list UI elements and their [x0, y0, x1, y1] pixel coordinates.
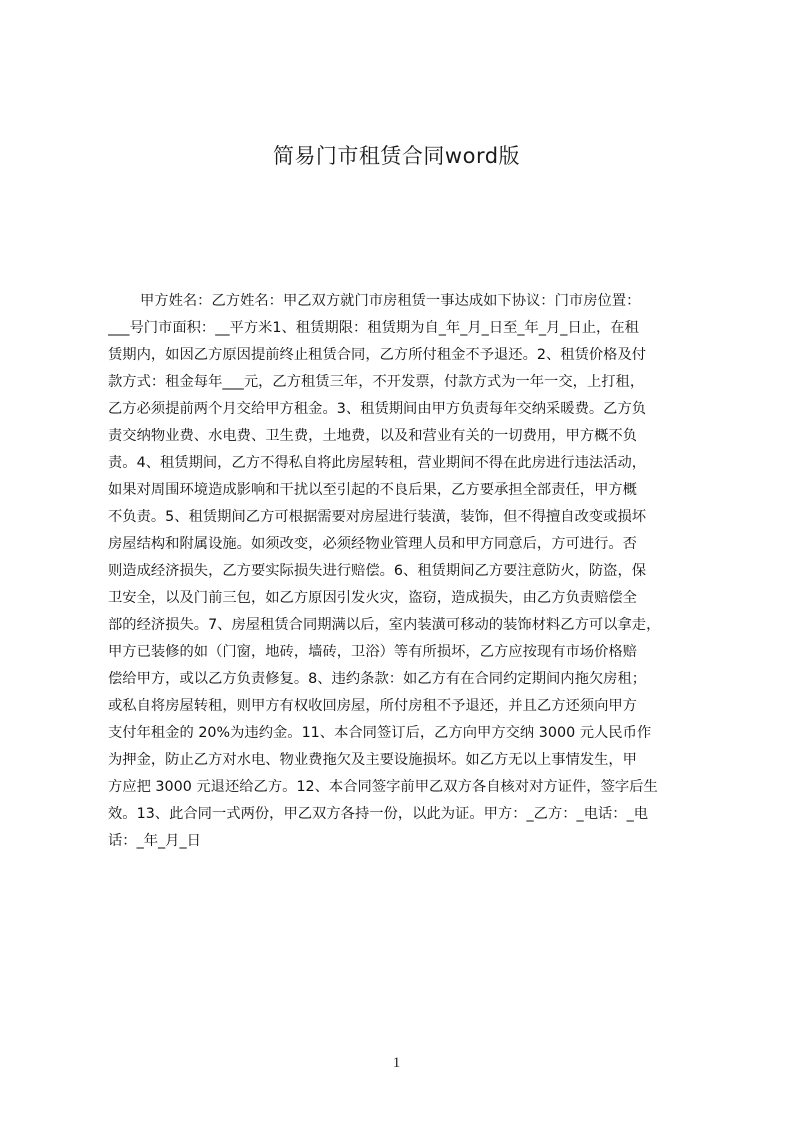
body-line: 效。13、此合同一式两份，甲乙双方各持一份，以此为证。甲方：_乙方：_电话：_电	[108, 806, 649, 822]
contract-body	[108, 288, 698, 856]
body-line: 支付年租金的 20%为违约金。11、本合同签订后，乙方向甲方交纳 3000 元人民币作	[108, 725, 652, 741]
body-line: 乙方必须提前两个月交给甲方租金。3、租赁期间由甲方负责每年交纳采暖费。乙方负	[108, 401, 647, 417]
body-line: 房屋结构和附属设施。如须改变，必须经物业管理人员和甲方同意后，方可进行。否	[108, 536, 637, 552]
body-line: 偿给甲方，或以乙方负责修复。8、违约条款：如乙方有在合同约定期间内拖欠房租；	[108, 671, 647, 687]
page-number: 1	[392, 1055, 401, 1071]
body-line: 赁期内，如因乙方原因提前终止租赁合同，乙方所付租金不予退还。2、租赁价格及付	[108, 347, 647, 363]
body-line: 甲方已装修的如（门窗，地砖，墙砖，卫浴）等有所损坏，乙方应按现有市场价格赔	[108, 644, 637, 660]
body-line: 如果对周围环境造成影响和干扰以至引起的不良后果，乙方要承担全部责任，甲方概	[108, 482, 637, 498]
body-line: 则造成经济损失，乙方要实际损失进行赔偿。6、租赁期间乙方要注意防火，防盗，保	[108, 563, 647, 579]
body-line: 卫安全，以及门前三包，如乙方原因引发火灾，盗窃，造成损失，由乙方负责赔偿全	[108, 590, 637, 606]
body-line: 款方式：租金每年___元，乙方租赁三年，不开发票，付款方式为一年一交，上打租，	[108, 374, 645, 390]
body-line: 不负责。5、租赁期间乙方可根据需要对房屋进行装潢，装饰，但不得擅自改变或损坏	[108, 509, 647, 525]
body-line: 或私自将房屋转租，则甲方有权收回房屋，所付房租不予退还，并且乙方还须向甲方	[108, 698, 637, 714]
body-line: 话：_年_月_日	[108, 833, 201, 849]
body-line: 责。4、租赁期间，乙方不得私自将此房屋转租，营业期间不得在此房进行违法活动，	[108, 455, 647, 471]
body-line: ___号门市面积：__平方米1、租赁期限：租赁期为自_年_月_日至_年_月_日止，在租	[108, 320, 639, 336]
document-title: 简易门市租赁合同word版	[272, 144, 521, 168]
body-line: 部的经济损失。7、房屋租赁合同期满以后，室内装潢可移动的装饰材料乙方可以拿走，	[108, 617, 661, 633]
body-line: 甲方姓名：乙方姓名：甲乙双方就门市房租赁一事达成如下协议：门市房位置：	[140, 293, 641, 309]
body-line: 方应把 3000 元退还给乙方。12、本合同签字前甲乙双方各自核对对方证件，签字后生	[108, 779, 658, 795]
body-line: 为押金，防止乙方对水电、物业费拖欠及主要设施损坏。如乙方无以上事情发生，甲	[108, 752, 637, 768]
body-line: 责交纳物业费、水电费、卫生费，土地费，以及和营业有关的一切费用，甲方概不负	[108, 428, 637, 444]
